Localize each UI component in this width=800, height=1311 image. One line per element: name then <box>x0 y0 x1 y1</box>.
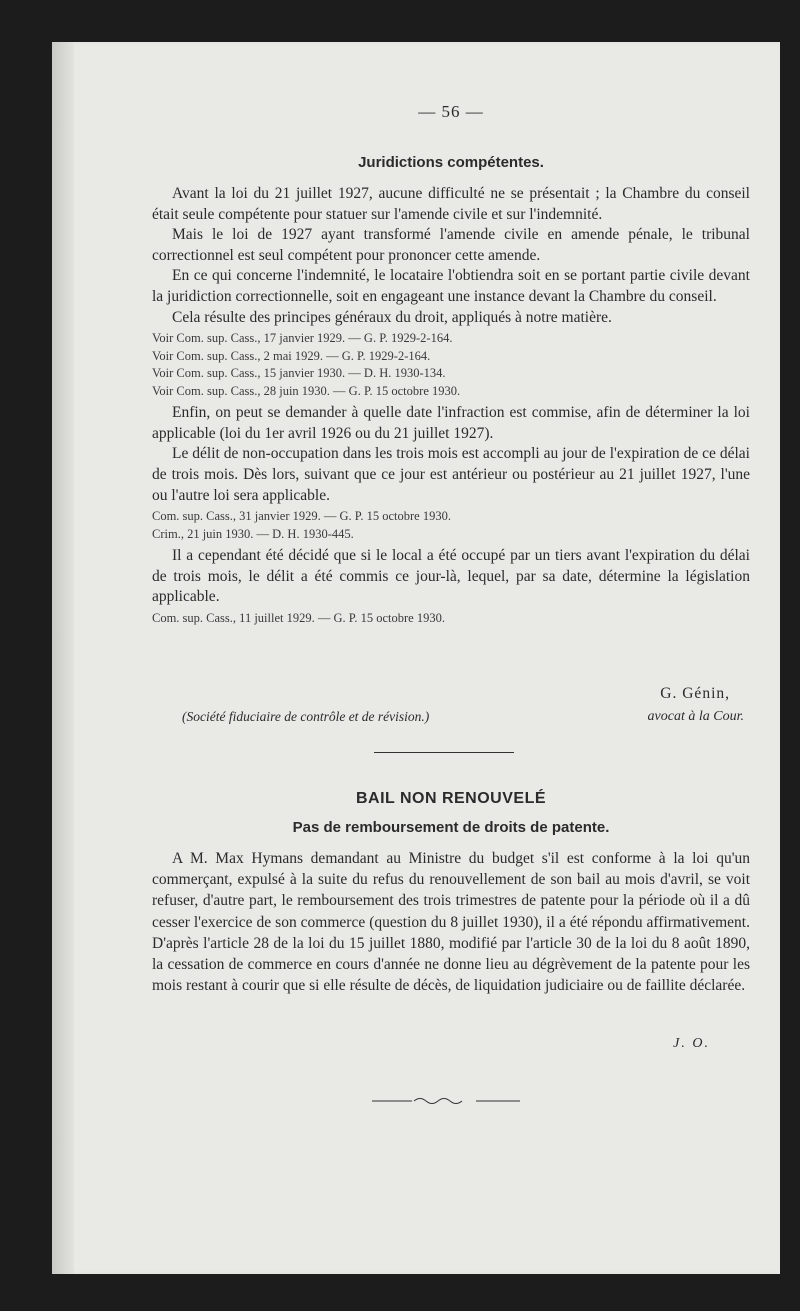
reference: Voir Com. sup. Cass., 28 juin 1930. — G. P. 15 octobre 1930. <box>152 383 461 398</box>
references-list <box>152 610 750 628</box>
reference: Voir Com. sup. Cass., 15 janvier 1930. — D. H. 1930-134. <box>152 366 446 381</box>
signature-name: G. Génin, <box>660 685 730 702</box>
section-divider <box>374 752 514 753</box>
section-subtitle: Pas de remboursement de droits de patente. <box>292 819 610 836</box>
paragraph: Enfin, on peut se demander à quelle date l'infraction est commise, afin de déterminer la loi applicable (loi du 1er avril 1926 ou du 21 juillet 1927). <box>152 404 750 442</box>
section-title-juridictions: Juridictions compétentes. <box>358 154 544 171</box>
paragraph: Il a cependant été décidé que si le local a été occupé par un tiers avant l'expiration du délai de trois mois, le délit a été commis ce jour-là, lequel, par sa date, détermine la législation applicable. <box>152 547 750 606</box>
paragraph: A M. Max Hymans demandant au Ministre du budget s'il est conforme à la loi qu'un commerçant, expulsé à la suite du refus du renouvellement de son bail au mois d'avril, se voit refuser, d'autre part, le remboursement des trois trimestres de patente pour la période où il a dû cesser l'exercice de son commerce (question du 8 juillet 1930), il a été répondu affirmativement. D'après l'article 28 de la loi du 15 juillet 1880, modifié par l'article 30 de la loi du 8 août 1890, la cessation de commerce en cours d'année ne donne lieu au dégrèvement de la patente pour les mois restant à courir que si elle résulte de décès, de liquidation judiciaire ou de faillite déclarée. <box>152 850 750 995</box>
page-spine-shadow <box>52 42 74 1274</box>
reference: Crim., 21 juin 1930. — D. H. 1930-445. <box>152 526 354 541</box>
paragraph: Cela résulte des principes généraux du droit, appliqués à notre matière. <box>172 308 612 326</box>
document-page <box>52 42 780 1274</box>
paragraph: En ce qui concerne l'indemnité, le locataire l'obtiendra soit en se portant partie civile devant la juridiction correctionnelle, soit en engageant une instance devant la Chambre du conseil. <box>152 267 750 305</box>
references-list <box>152 508 750 543</box>
references-list <box>152 330 750 400</box>
section2-body <box>152 848 750 996</box>
paragraph: Avant la loi du 21 juillet 1927, aucune difficulté ne se présentait ; la Chambre du conseil était seule compétente pour statuer sur l'amende civile et sur l'indemnité. <box>152 185 750 223</box>
paragraph: Le délit de non-occupation dans les trois mois est accompli au jour de l'expiration de ce délai de trois mois. Dès lors, suivant que ce jour est antérieur ou postérieur au 21 juillet 1927, l'une ou l'autre loi sera applicable. <box>152 445 750 504</box>
page-number: — 56 — <box>418 102 484 121</box>
section1-body <box>152 184 750 627</box>
reference: Voir Com. sup. Cass., 2 mai 1929. — G. P. 1929-2-164. <box>152 348 431 363</box>
paragraph: Mais le loi de 1927 ayant transformé l'amende civile en amende pénale, le tribunal correctionnel est seul compétent pour prononcer cette amende. <box>152 226 750 264</box>
signature-role: avocat à la Cour. <box>647 709 744 724</box>
author-initials: J. O. <box>673 1036 710 1051</box>
end-ornament-icon <box>372 1094 520 1106</box>
reference: Voir Com. sup. Cass., 17 janvier 1929. — G. P. 1929-2-164. <box>152 331 453 346</box>
section-title-bail: BAIL NON RENOUVELÉ <box>355 790 547 807</box>
reference: Com. sup. Cass., 31 janvier 1929. — G. P. 15 octobre 1930. <box>152 509 451 524</box>
reference: Com. sup. Cass., 11 juillet 1929. — G. P. 15 octobre 1930. <box>152 610 445 625</box>
signature-society: (Société fiduciaire de contrôle et de révision.) <box>182 709 430 724</box>
